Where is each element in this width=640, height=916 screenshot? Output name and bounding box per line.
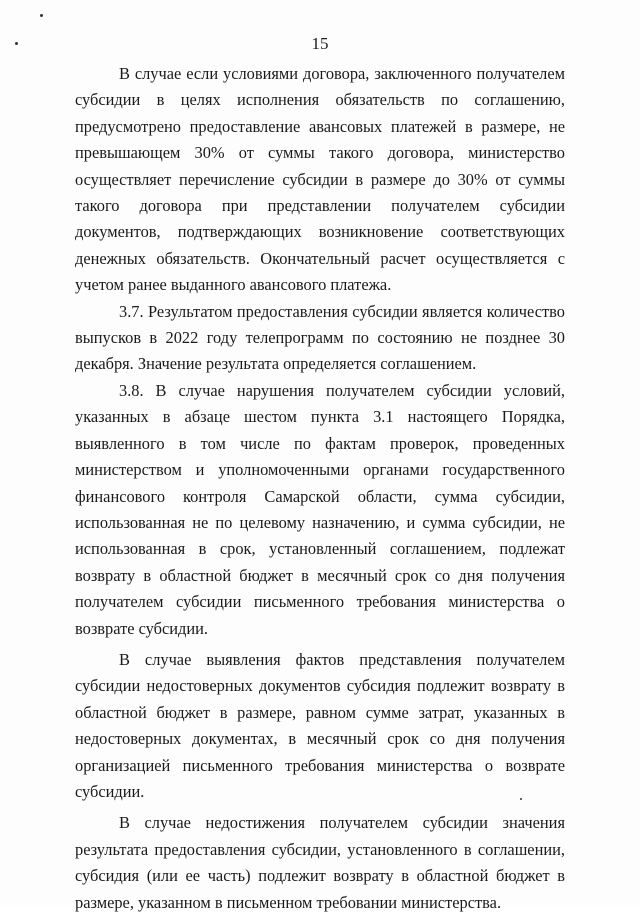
paragraph-3-7-result: 3.7. Результатом предоставления субсидии является количество выпусков в 2022 году телепрограмм по состоянию не позднее 30 декабря. Значение результата определяется соглашением.	[75, 301, 565, 374]
paragraph-result-not-achieved: В случае недостижения получателем субсидии значения результата предоставления субсидии, установленного в соглашении, субсидия (или ее часть) подлежит возврату в областной бюджет в размере, указанном в письменном требовании министерства.	[75, 813, 565, 912]
document-body	[75, 61, 565, 916]
paragraph-3-8-violation: 3.8. В случае нарушения получателем субсидии условий, указанных в абзаце шестом пункта 3.1 настоящего Порядка, выявленного в том числе по фактам проверок, проведенных министерством и уполномоченными органами государственного финансового контроля Самарской области, сумма субсидии, использованная не по целевому назначению, и сумма субсидии, не использованная в срок, установленный соглашением, подлежат возврату в областной бюджет в месячный срок со дня получения получателем субсидии письменного требования министерства о возврате субсидии.	[75, 380, 565, 638]
page-number: 15	[311, 34, 329, 53]
paragraph-false-documents: В случае выявления фактов представления получателем субсидии недостоверных документов субсидия подлежит возврату в областной бюджет в размере, равном сумме затрат, указанных в недостоверных документах, в месячный срок со дня получения организацией письменного требования министерства о возврате субсидии.	[75, 649, 565, 801]
scan-speck	[40, 14, 43, 17]
paragraph-advance-payments: В случае если условиями договора, заключенного получателем субсидии в целях исполнения обязательств по соглашению, предусмотрено предоставление авансовых платежей в размере, не превышающем 30% от суммы такого договора, министерство осуществляет перечисление субсидии в размере до 30% от суммы такого договора при представлении получателем субсидии документов, подтверждающих возникновение соответствующих денежных обязательств. Окончательный расчет осуществляется с учетом ранее выданного авансового платежа.	[75, 64, 565, 295]
